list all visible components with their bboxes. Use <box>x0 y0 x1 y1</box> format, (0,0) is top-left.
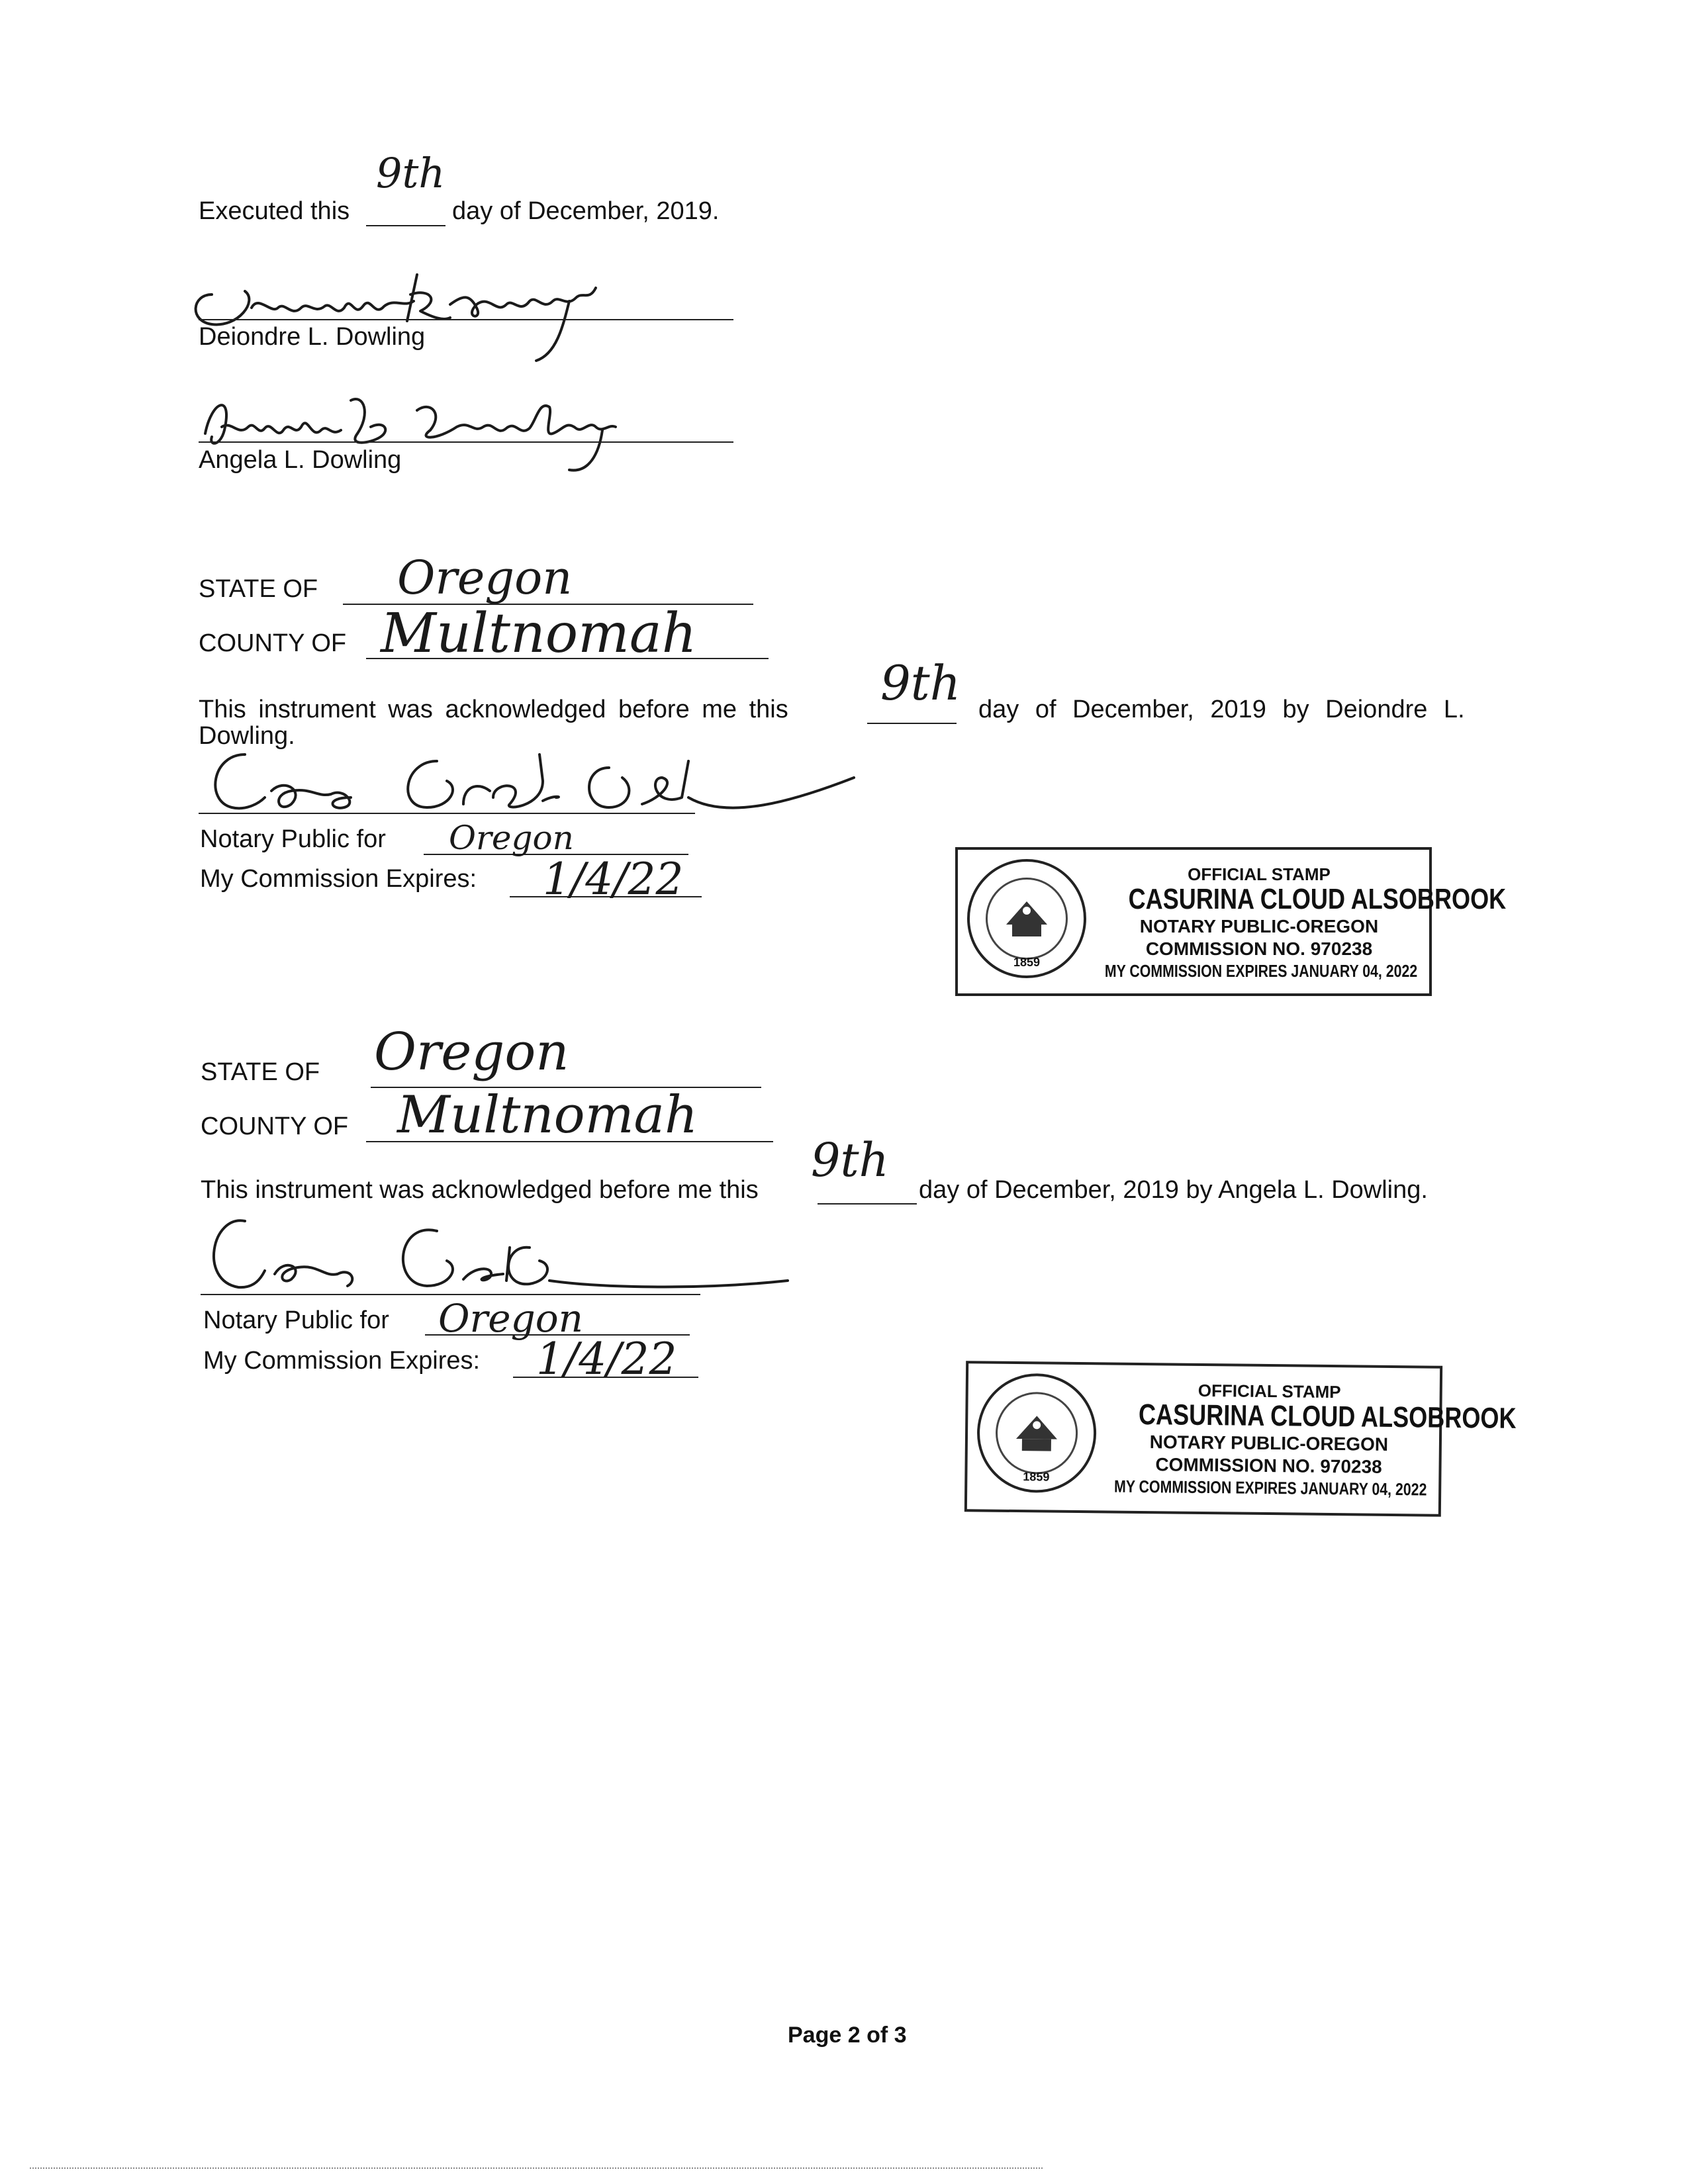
signer-name-deiondre: Deiondre L. Dowling <box>199 323 426 351</box>
bottom-rule <box>30 2167 1043 2169</box>
signature-line-angela <box>199 441 733 443</box>
stamp-line1: OFFICIAL STAMP <box>1188 864 1331 884</box>
ack-suffix-2: day of December, 2019 by Angela L. Dowling. <box>919 1176 1428 1204</box>
signature-angela <box>192 374 695 493</box>
state-label-1: STATE OF <box>199 575 318 603</box>
ack-day-2: 9th <box>811 1133 889 1187</box>
commission-value-1: 1/4/22 <box>543 854 684 905</box>
commission-value-2: 1/4/22 <box>536 1334 677 1385</box>
stamp-line4: COMMISSION NO. 970238 <box>1145 938 1373 959</box>
ack-prefix-1: This instrument was acknowledged before me this <box>199 696 788 723</box>
state-seal-icon <box>967 859 1086 978</box>
commission-label-2: My Commission Expires: <box>203 1347 481 1375</box>
ack-day-line-2 <box>818 1203 917 1205</box>
stamp-line3: NOTARY PUBLIC-OREGON <box>1149 1432 1389 1455</box>
notary-public-label-1: Notary Public for <box>200 825 386 853</box>
state-label-2: STATE OF <box>201 1058 320 1086</box>
state-seal-icon <box>976 1373 1097 1493</box>
executed-day-handwritten: 9th <box>376 149 445 197</box>
notary-public-value-2: Oregon <box>438 1296 584 1341</box>
ack-day-1: 9th <box>880 655 961 711</box>
signer-name-angela: Angela L. Dowling <box>199 446 402 474</box>
ack-prefix-2: This instrument was acknowledged before me this <box>201 1176 759 1204</box>
executed-suffix: day of December, 2019. <box>452 197 720 225</box>
notary-signature-line-2 <box>201 1294 700 1295</box>
county-label-2: COUNTY OF <box>201 1113 349 1140</box>
stamp-line1: OFFICIAL STAMP <box>1197 1380 1341 1402</box>
notary-public-value-1: Oregon <box>449 819 574 857</box>
official-stamp-2 <box>964 1361 1517 1517</box>
ack-day-line-1 <box>867 723 957 724</box>
notary-signature-1 <box>199 741 861 827</box>
commission-label-1: My Commission Expires: <box>200 865 477 893</box>
signature-line-deiondre <box>199 319 733 320</box>
ack-suffix-1: day of December, 2019 by Deiondre L. <box>978 696 1465 723</box>
stamp-line4: COMMISSION NO. 970238 <box>1155 1454 1382 1477</box>
page-number: Page 2 of 3 <box>788 2023 907 2048</box>
signature-deiondre <box>185 255 635 374</box>
state-value-1: Oregon <box>397 551 573 605</box>
stamp-line5: MY COMMISSION EXPIRES JANUARY 04, 2022 <box>1113 1476 1427 1500</box>
notary-signature-2 <box>199 1201 794 1307</box>
executed-day-line <box>366 225 445 226</box>
county-value-2: Multnomah <box>397 1085 698 1145</box>
ack-line2-1: Dowling. <box>199 722 295 750</box>
state-value-2: Oregon <box>374 1023 569 1082</box>
official-stamp-1 <box>955 847 1507 996</box>
notary-public-label-2: Notary Public for <box>203 1306 389 1334</box>
stamp-line3: NOTARY PUBLIC-OREGON <box>1139 916 1379 936</box>
county-value-1: Multnomah <box>381 602 697 665</box>
executed-prefix: Executed this <box>199 197 350 225</box>
county-label-1: COUNTY OF <box>199 629 347 657</box>
stamp-line2: CASURINA CLOUD ALSOBROOK <box>1138 1398 1517 1435</box>
seal-year: 1859 <box>1013 956 1041 969</box>
notary-signature-line-1 <box>199 813 695 814</box>
seal-year: 1859 <box>1023 1470 1050 1484</box>
stamp-line2: CASURINA CLOUD ALSOBROOK <box>1128 883 1507 915</box>
stamp-line5: MY COMMISSION EXPIRES JANUARY 04, 2022 <box>1104 961 1418 981</box>
